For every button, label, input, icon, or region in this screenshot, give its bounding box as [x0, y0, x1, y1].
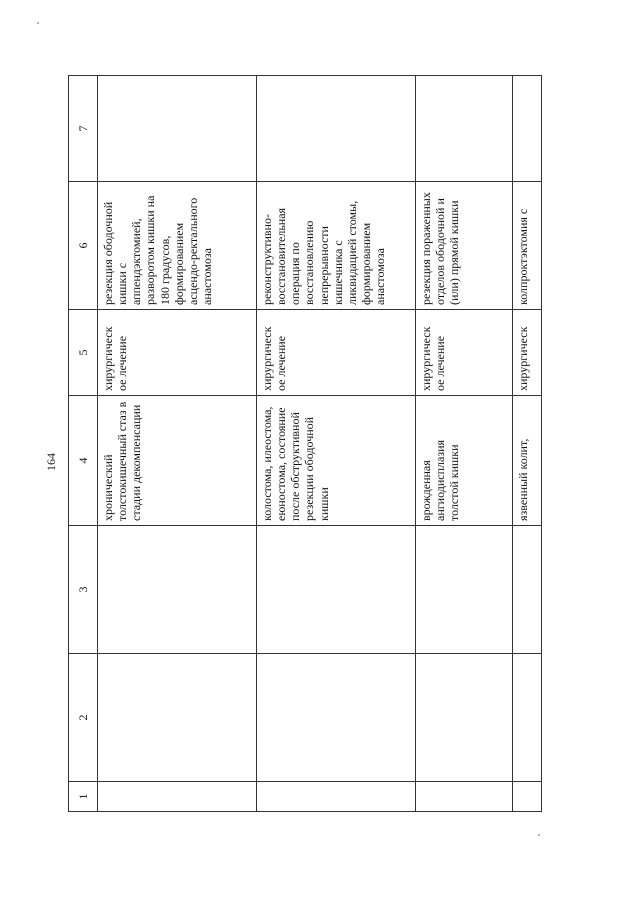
table-row: [416, 76, 513, 812]
scan-speck: [37, 22, 39, 24]
header-cell-5: 5: [69, 310, 98, 396]
table-cell: [257, 76, 416, 182]
diagnosis-cell: колостома, илеостома, еюностома, состояние после обструктивной резекции ободочной кишки: [257, 396, 416, 526]
table-cell: [416, 526, 513, 654]
table-container: [68, 76, 533, 812]
diagnosis-cell: врожденная ангиодисплазия толстой кишки: [416, 396, 513, 526]
treatment-type-cell: хирургическ: [513, 310, 542, 396]
table-cell: [98, 76, 257, 182]
table-row: [257, 76, 416, 812]
table-cell: [513, 782, 542, 812]
table-cell: [98, 654, 257, 782]
header-cell-1: 1: [69, 782, 98, 812]
scan-speck: [538, 834, 540, 836]
table-cell: [513, 654, 542, 782]
header-cell-7: 7: [69, 76, 98, 182]
table-row: [513, 76, 542, 812]
treatment-type-cell: хирургическ ое лечение: [98, 310, 257, 396]
treatment-type-cell: хирургическ ое лечение: [257, 310, 416, 396]
header-cell-3: 3: [69, 526, 98, 654]
diagnosis-cell: хронический толстокишечный стаз в стадии декомпенсации: [98, 396, 257, 526]
treatment-method-cell: резекция ободочной кишки с аппендэктомией, разворотом кишки на 180 градусов, формированием асцендо-ректального анастомоза: [98, 182, 257, 310]
table-header-row: [69, 76, 98, 812]
header-cell-2: 2: [69, 654, 98, 782]
procedures-table: [68, 75, 542, 812]
table-cell: [416, 76, 513, 182]
table-cell: [513, 76, 542, 182]
page-number: 164: [44, 453, 58, 471]
table-cell: [98, 782, 257, 812]
table-cell: [257, 782, 416, 812]
table-cell: [416, 654, 513, 782]
table-row: [98, 76, 257, 812]
header-cell-4: 4: [69, 396, 98, 526]
rotated-table-wrapper: [68, 76, 533, 812]
treatment-type-cell: хирургическ ое лечение: [416, 310, 513, 396]
header-cell-6: 6: [69, 182, 98, 310]
table-cell: [513, 526, 542, 654]
table-cell: [416, 782, 513, 812]
table-cell: [257, 654, 416, 782]
table-cell: [257, 526, 416, 654]
treatment-method-cell: резекция пораженных отделов ободочной и (или) прямой кишки: [416, 182, 513, 310]
treatment-method-cell: реконструктивно-восстановительная операция по восстановлению непрерывности кишечника с ликвидацией стомы, формированием анастомоза: [257, 182, 416, 310]
diagnosis-cell: язвенный колит,: [513, 396, 542, 526]
table-cell: [98, 526, 257, 654]
treatment-method-cell: колпроктэктомия с: [513, 182, 542, 310]
